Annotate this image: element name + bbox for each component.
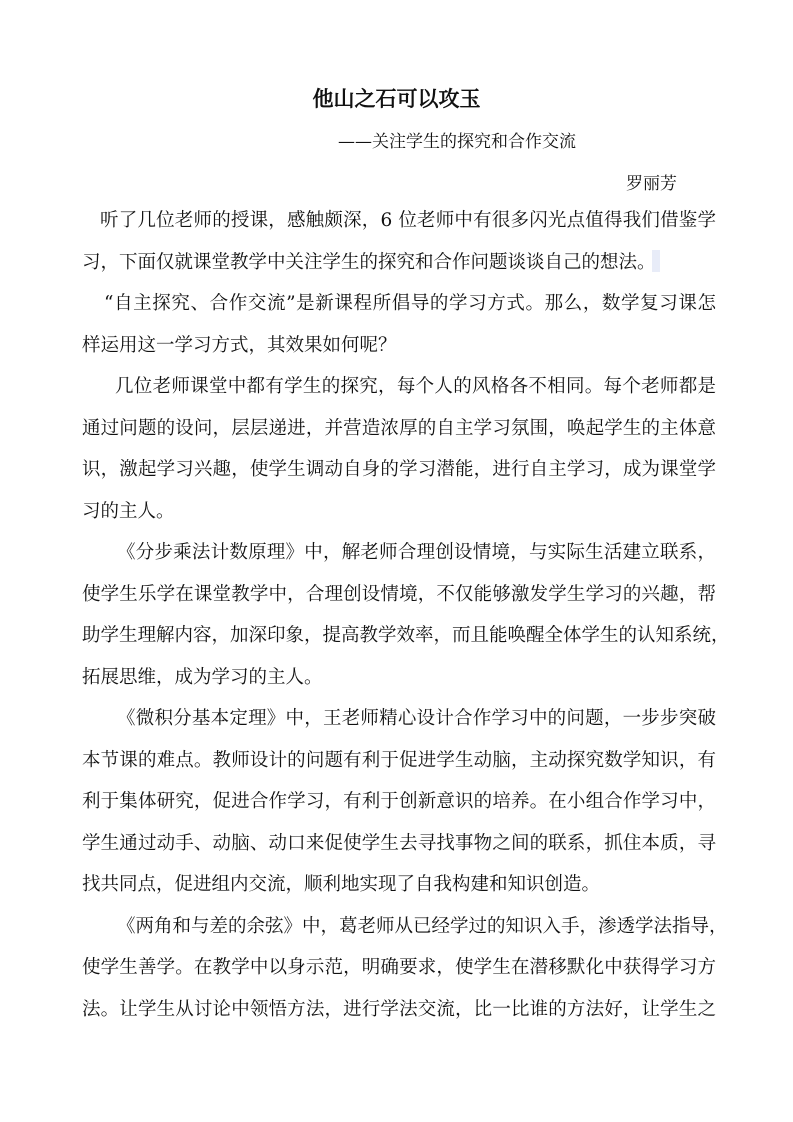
- paragraph-line: 利于集体研究，促进合作学习，有利于创新意识的培养。在小组合作学习中，: [82, 791, 716, 812]
- paragraph-line: 习，下面仅就课堂教学中关注学生的探究和合作问题谈谈自己的想法。: [82, 252, 656, 273]
- paragraph-line: 学生通过动手、动脑、动口来促使学生去寻找事物之间的联系，抓住本质，寻: [82, 833, 716, 854]
- paragraph-line: 使学生善学。在教学中以身示范，明确要求，使学生在潜移默化中获得学习方: [82, 957, 716, 978]
- paragraph-line: “自主探究、合作交流”是新课程所倡导的学习方式。那么，数学复习课怎: [104, 293, 716, 314]
- paragraph-line: 本节课的难点。教师设计的问题有利于促进学生动脑，主动探究数学知识，有: [82, 750, 716, 771]
- paragraph-line: 识，激起学习兴趣，使学生调动自身的学习潜能，进行自主学习，成为课堂学: [82, 459, 716, 480]
- paragraph-line: 《分步乘法计数原理》中，解老师合理创设情境，与实际生活建立联系，: [117, 542, 716, 563]
- document-author: 罗丽芳: [626, 174, 677, 194]
- document-title: 他山之石可以攻玉: [312, 87, 481, 111]
- paragraph-line: 通过问题的设问，层层递进，并营造浓厚的自主学习氛围，唤起学生的主体意: [82, 418, 716, 439]
- document-subtitle: ——关注学生的探究和合作交流: [338, 132, 576, 152]
- paragraph-line: 助学生理解内容，加深印象，提高教学效率，而且能唤醒全体学生的认知系统，: [82, 625, 730, 646]
- paragraph-line: 《微积分基本定理》中，王老师精心设计合作学习中的问题，一步步突破: [117, 708, 716, 729]
- paragraph-line: 习的主人。: [82, 501, 175, 522]
- paragraph-line: 找共同点，促进组内交流，顺利地实现了自我构建和知识创造。: [82, 874, 601, 895]
- paragraph-line: 样运用这一学习方式，其效果如何呢？: [82, 335, 397, 356]
- paragraph-line: 拓展思维，成为学习的主人。: [82, 667, 323, 688]
- paragraph-line: 几位老师课堂中都有学生的探究，每个人的风格各不相同。每个老师都是: [115, 376, 716, 397]
- paragraph-line: 法。让学生从讨论中领悟方法，进行学法交流，比一比谁的方法好，让学生之: [82, 999, 716, 1020]
- paragraph-line: 《两角和与差的余弦》中，葛老师从已经学过的知识入手，渗透学法指导，: [117, 916, 728, 937]
- paragraph-line: 听了几位老师的授课，感触颇深，6 位老师中有很多闪光点值得我们借鉴学: [100, 210, 716, 231]
- paragraph-line: 使学生乐学在课堂教学中，合理创设情境，不仅能够激发学生学习的兴趣，帮: [82, 584, 716, 605]
